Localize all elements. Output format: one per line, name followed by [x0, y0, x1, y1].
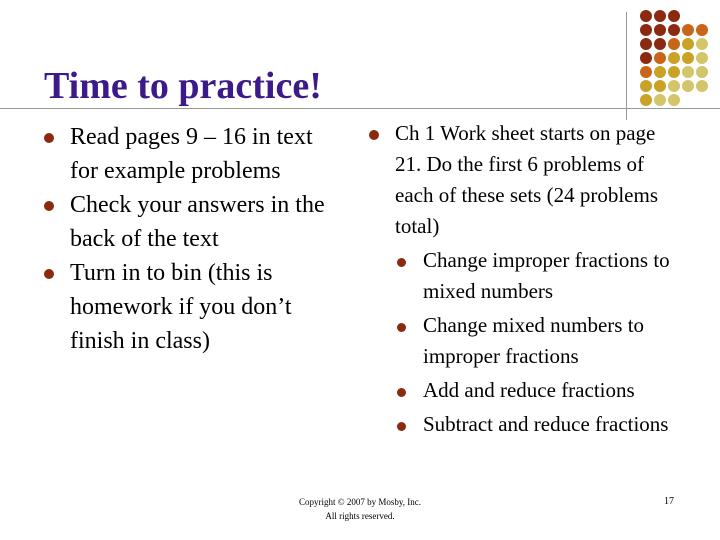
dot [654, 24, 666, 36]
dot [668, 94, 680, 106]
bullet-text: Read pages 9 – 16 in text for example problems [70, 124, 313, 184]
dot [640, 10, 652, 22]
bullet-text: Ch 1 Work sheet starts on page 21. Do the first 6 problems of each of these sets (24 problems total) [395, 121, 659, 238]
bullet-text: Check your answers in the back of the text [70, 192, 325, 252]
sub-bullet-text: Subtract and reduce fractions [423, 412, 669, 436]
bullet-icon [397, 323, 406, 332]
dot [682, 38, 694, 50]
copyright-line: Copyright © 2007 by Mosby, Inc. [298, 497, 421, 507]
dot [696, 52, 708, 64]
dot [682, 66, 694, 78]
dot [682, 80, 694, 92]
copyright-line: All rights reserved. [325, 511, 395, 521]
sub-list-item [395, 310, 681, 372]
bullet-icon [397, 258, 406, 267]
sub-bullet-text: Change improper fractions to mixed numbers [423, 248, 670, 303]
dot [640, 80, 652, 92]
dot [668, 38, 680, 50]
sub-bullet-text: Add and reduce fractions [423, 378, 635, 402]
dot [668, 10, 680, 22]
right-bullet-list [369, 118, 681, 440]
left-bullet-list [44, 120, 334, 358]
dot [668, 66, 680, 78]
list-item [44, 188, 334, 256]
dot [668, 52, 680, 64]
dot [696, 66, 708, 78]
bullet-text: Turn in to bin (this is homework if you don’t finish in class) [70, 260, 292, 354]
bullet-icon [369, 130, 379, 140]
dot [654, 10, 666, 22]
sub-bullet-list [395, 245, 681, 440]
horizontal-divider [0, 108, 720, 109]
vertical-divider [626, 12, 627, 120]
dot [654, 66, 666, 78]
dot [640, 38, 652, 50]
dot [640, 24, 652, 36]
dot [668, 24, 680, 36]
bullet-icon [44, 133, 54, 143]
dot [696, 38, 708, 50]
list-item [44, 120, 334, 188]
dot [668, 80, 680, 92]
sub-list-item [395, 375, 681, 406]
page-number: 17 [664, 496, 674, 507]
sub-list-item [395, 245, 681, 307]
slide-title: Time to practice! [44, 65, 322, 107]
dot [696, 80, 708, 92]
bullet-icon [44, 201, 54, 211]
dot [654, 94, 666, 106]
bullet-icon [397, 388, 406, 397]
dot [640, 66, 652, 78]
dot [654, 38, 666, 50]
dot [682, 52, 694, 64]
bullet-icon [44, 269, 54, 279]
dot [696, 24, 708, 36]
dot [682, 24, 694, 36]
copyright-notice [270, 495, 450, 523]
dot [654, 52, 666, 64]
sub-list-item [395, 409, 681, 440]
bullet-icon [397, 422, 406, 431]
dot [640, 94, 652, 106]
dot [640, 52, 652, 64]
dot [654, 80, 666, 92]
list-item [44, 256, 334, 358]
sub-bullet-text: Change mixed numbers to improper fractions [423, 313, 645, 368]
list-item [369, 118, 681, 440]
